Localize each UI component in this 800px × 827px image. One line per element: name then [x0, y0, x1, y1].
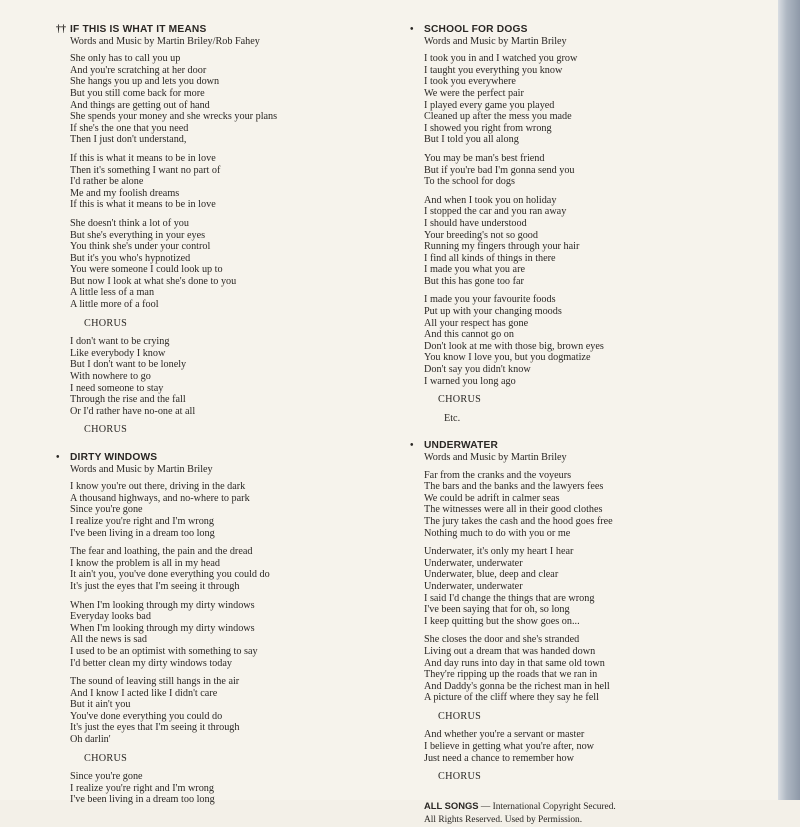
lyric-line: But you still come back for more	[70, 87, 205, 99]
lyric-line: We could be adrift in calmer seas	[424, 492, 560, 504]
song-credit: Words and Music by Martin Briley	[70, 463, 213, 475]
lyric-line: You think she's under your control	[70, 241, 211, 253]
lyric-line: If this is what it means to be in love	[70, 152, 216, 164]
lyric-line: She only has to call you up	[70, 53, 181, 65]
lyric-line: But now I look at what she's done to you	[70, 275, 237, 287]
stanza	[70, 481, 390, 539]
song-title-row	[410, 440, 764, 452]
cover-edge	[778, 0, 800, 800]
lyric-line: All the news is sad	[70, 634, 147, 646]
lyric-line: I warned you long ago	[424, 375, 516, 387]
copyright-text-1: — International Copyright Secured.	[478, 801, 616, 812]
lyric-line: I know you're out there, driving in the dark	[70, 481, 246, 493]
lyric-line: All your respect has gone	[424, 317, 529, 329]
lyric-line: Living out a dream that was handed down	[424, 645, 596, 657]
lyric-line: When I'm looking through my dirty windows	[70, 599, 255, 611]
song-title: UNDERWATER	[424, 440, 499, 452]
right-column	[410, 24, 764, 827]
lyric-line: Then I just don't understand,	[70, 134, 187, 146]
lyric-line: Me and my foolish dreams	[70, 187, 180, 199]
lyric-line: But I told you all along	[424, 134, 519, 146]
song-title-row	[56, 24, 390, 36]
lyric-line: I took you everywhere	[424, 76, 516, 88]
song	[56, 452, 390, 806]
lyric-line: A thousand highways, and no-where to park	[70, 492, 250, 504]
lyric-line: It's just the eyes that I'm seeing it through	[70, 580, 240, 592]
lyric-line: It's just the eyes that I'm seeing it through	[70, 722, 240, 734]
lyric-line: Underwater, blue, deep and clear	[424, 569, 559, 581]
lyric-line: Underwater, it's only my heart I hear	[424, 546, 574, 558]
lyric-line: I took you in and I watched you grow	[424, 53, 578, 65]
lyric-line: And when I took you on holiday	[424, 194, 557, 206]
lyric-line: You've done everything you could do	[70, 710, 223, 722]
lyric-line: Running my fingers through your hair	[424, 241, 580, 253]
copyright-bold: ALL SONGS	[424, 799, 479, 811]
lyric-line: Just need a chance to remember how	[424, 752, 574, 764]
lyric-line: I need someone to stay	[70, 382, 164, 394]
lyric-line: Nothing much to do with you or me	[424, 527, 571, 539]
lyric-line: I've been living in a dream too long	[70, 794, 215, 806]
stanza	[424, 153, 764, 188]
lyric-line: She hangs you up and lets you down	[70, 76, 220, 88]
chorus-label: CHORUS	[438, 771, 482, 783]
lyric-line: A little less of a man	[70, 287, 155, 299]
lyric-line: You were someone I could look up to	[70, 264, 223, 276]
song-title: IF THIS IS WHAT IT MEANS	[70, 24, 207, 35]
lyric-line: Everyday looks bad	[70, 611, 151, 623]
stanza	[424, 53, 764, 146]
song	[56, 24, 390, 436]
song	[410, 24, 764, 424]
song	[410, 440, 764, 783]
lyric-line: I made you your favourite foods	[424, 294, 556, 306]
lyric-line: With nowhere to go	[70, 371, 151, 383]
lyric-line: And things are getting out of hand	[70, 99, 210, 111]
lyric-line: Since you're gone	[70, 771, 143, 783]
lyric-line: To the school for dogs	[424, 176, 515, 188]
chorus-label: CHORUS	[438, 394, 482, 406]
song-title: DIRTY WINDOWS	[70, 452, 158, 463]
lyric-line: And you're scratching at her door	[70, 64, 207, 76]
stanza	[424, 634, 764, 704]
stanza	[70, 218, 390, 311]
song-marker: •	[410, 24, 414, 35]
chorus-label: CHORUS	[438, 710, 482, 722]
stanza	[424, 294, 764, 387]
lyric-line: I should have understood	[424, 217, 527, 229]
lyric-line: A picture of the cliff where they say he fell	[424, 692, 599, 704]
lyric-line: But it ain't you	[70, 699, 131, 711]
lyric-line: The bars and the banks and the lawyers fees	[424, 481, 604, 493]
lyric-line: I realize you're right and I'm wrong	[70, 782, 214, 794]
song-title-row	[56, 452, 390, 464]
stanza	[70, 676, 390, 746]
lyric-line: And day runs into day in that same old town	[424, 657, 605, 669]
lyric-line: If she's the one that you need	[70, 122, 189, 134]
lyric-line: Or I'd rather have no-one at all	[70, 405, 196, 417]
chorus-label: CHORUS	[84, 317, 128, 329]
lyric-line: Put up with your changing moods	[424, 306, 562, 318]
lyric-line: But if you're bad I'm gonna send you	[424, 164, 575, 176]
lyric-line: Your breeding's not so good	[424, 229, 538, 241]
stanza	[424, 729, 764, 764]
lyric-line: And whether you're a servant or master	[424, 729, 585, 741]
lyric-line: It ain't you, you've done everything you could do	[70, 569, 270, 581]
lyric-line: I've been saying that for oh, so long	[424, 604, 570, 616]
chorus-label: CHORUS	[84, 424, 128, 436]
lyric-line: Don't look at me with those big, brown eyes	[424, 340, 604, 352]
song-credit: Words and Music by Martin Briley/Rob Fahey	[70, 35, 260, 47]
song-marker: •	[56, 452, 60, 463]
lyric-line: Don't say you didn't know	[424, 364, 531, 376]
lyric-line: I find all kinds of things in there	[424, 252, 556, 264]
stanza	[70, 336, 390, 417]
lyric-line: Then it's something I want no part of	[70, 164, 221, 176]
copyright-footer	[424, 799, 764, 827]
lyric-line: Oh darlin'	[70, 734, 111, 746]
lyric-line: She spends your money and she wrecks your plans	[70, 111, 278, 123]
lyric-line: And Daddy's gonna be the richest man in hell	[424, 680, 610, 692]
stanza	[424, 470, 764, 540]
lyric-line: Since you're gone	[70, 504, 143, 516]
stanza	[70, 771, 390, 806]
lyric-line: I'd better clean my dirty windows today	[70, 657, 232, 669]
copyright-line-1	[424, 799, 764, 814]
lyric-line: They're ripping up the roads that we ran in	[424, 669, 598, 681]
lyric-line: I know the problem is all in my head	[70, 557, 220, 569]
lyric-line: I realize you're right and I'm wrong	[70, 515, 214, 527]
stanza	[424, 546, 764, 627]
stanza	[70, 546, 390, 592]
lyric-line: I keep quitting but the show goes on...	[424, 615, 580, 627]
lyric-line: I made you what you are	[424, 264, 525, 276]
lyric-line: Through the rise and the fall	[70, 394, 186, 406]
lyric-line: You may be man's best friend	[424, 152, 545, 164]
lyric-line: But this has gone too far	[424, 275, 524, 287]
lyric-line: The jury takes the cash and the hood goes free	[424, 515, 613, 527]
lyric-line: I used to be an optimist with something to say	[70, 645, 258, 657]
song-marker: ††	[56, 24, 66, 35]
lyric-line: We were the perfect pair	[424, 87, 524, 99]
lyric-line: I said I'd change the things that are wrong	[424, 592, 595, 604]
copyright-line-2: All Rights Reserved. Used by Permission.	[424, 814, 583, 825]
right-songs	[410, 24, 764, 783]
lyric-line: If this is what it means to be in love	[70, 199, 216, 211]
song-credit: Words and Music by Martin Briley	[424, 35, 567, 47]
lyric-line: I taught you everything you know	[424, 64, 563, 76]
etc-label: Etc.	[444, 412, 461, 424]
lyric-line: I showed you right from wrong	[424, 122, 552, 134]
lyric-line: I played every game you played	[424, 99, 555, 111]
song-credit: Words and Music by Martin Briley	[424, 452, 567, 463]
lyric-line: The fear and loathing, the pain and the dread	[70, 546, 253, 558]
chorus-label: CHORUS	[84, 752, 128, 764]
stanza	[70, 53, 390, 146]
lyric-line: Cleaned up after the mess you made	[424, 111, 572, 123]
stanza	[70, 153, 390, 211]
lyric-line: I don't want to be crying	[70, 336, 170, 348]
song-marker: •	[410, 440, 414, 452]
lyric-line: I believe in getting what you're after, now	[424, 741, 595, 753]
lyric-line: The witnesses were all in their good clothes	[424, 504, 603, 516]
lyric-line: And I know I acted like I didn't care	[70, 687, 218, 699]
stanza	[70, 600, 390, 670]
left-column	[56, 24, 390, 822]
lyric-line: But she's everything in your eyes	[70, 229, 206, 241]
lyric-line: She closes the door and she's stranded	[424, 634, 580, 646]
lyric-line: When I'm looking through my dirty windows	[70, 622, 255, 634]
lyric-line: But I don't want to be lonely	[70, 359, 187, 371]
lyric-line: Underwater, underwater	[424, 557, 523, 569]
lyric-line: The sound of leaving still hangs in the air	[70, 676, 240, 688]
lyric-line: You know I love you, but you dogmatize	[424, 352, 591, 364]
lyric-line: I stopped the car and you ran away	[424, 206, 567, 218]
stanza	[424, 195, 764, 288]
lyric-line: But it's you who's hypnotized	[70, 252, 191, 264]
song-title: SCHOOL FOR DOGS	[424, 24, 528, 35]
lyric-line: Like everybody I know	[70, 347, 166, 359]
lyric-line: I've been living in a dream too long	[70, 527, 215, 539]
lyric-line: And this cannot go on	[424, 329, 514, 341]
lyric-line: I'd rather be alone	[70, 176, 144, 188]
lyric-line: Underwater, underwater	[424, 580, 523, 592]
lyric-line: Far from the cranks and the voyeurs	[424, 469, 572, 481]
lyric-line: She doesn't think a lot of you	[70, 217, 189, 229]
song-title-row	[410, 24, 764, 36]
lyric-line: A little more of a fool	[70, 299, 159, 311]
